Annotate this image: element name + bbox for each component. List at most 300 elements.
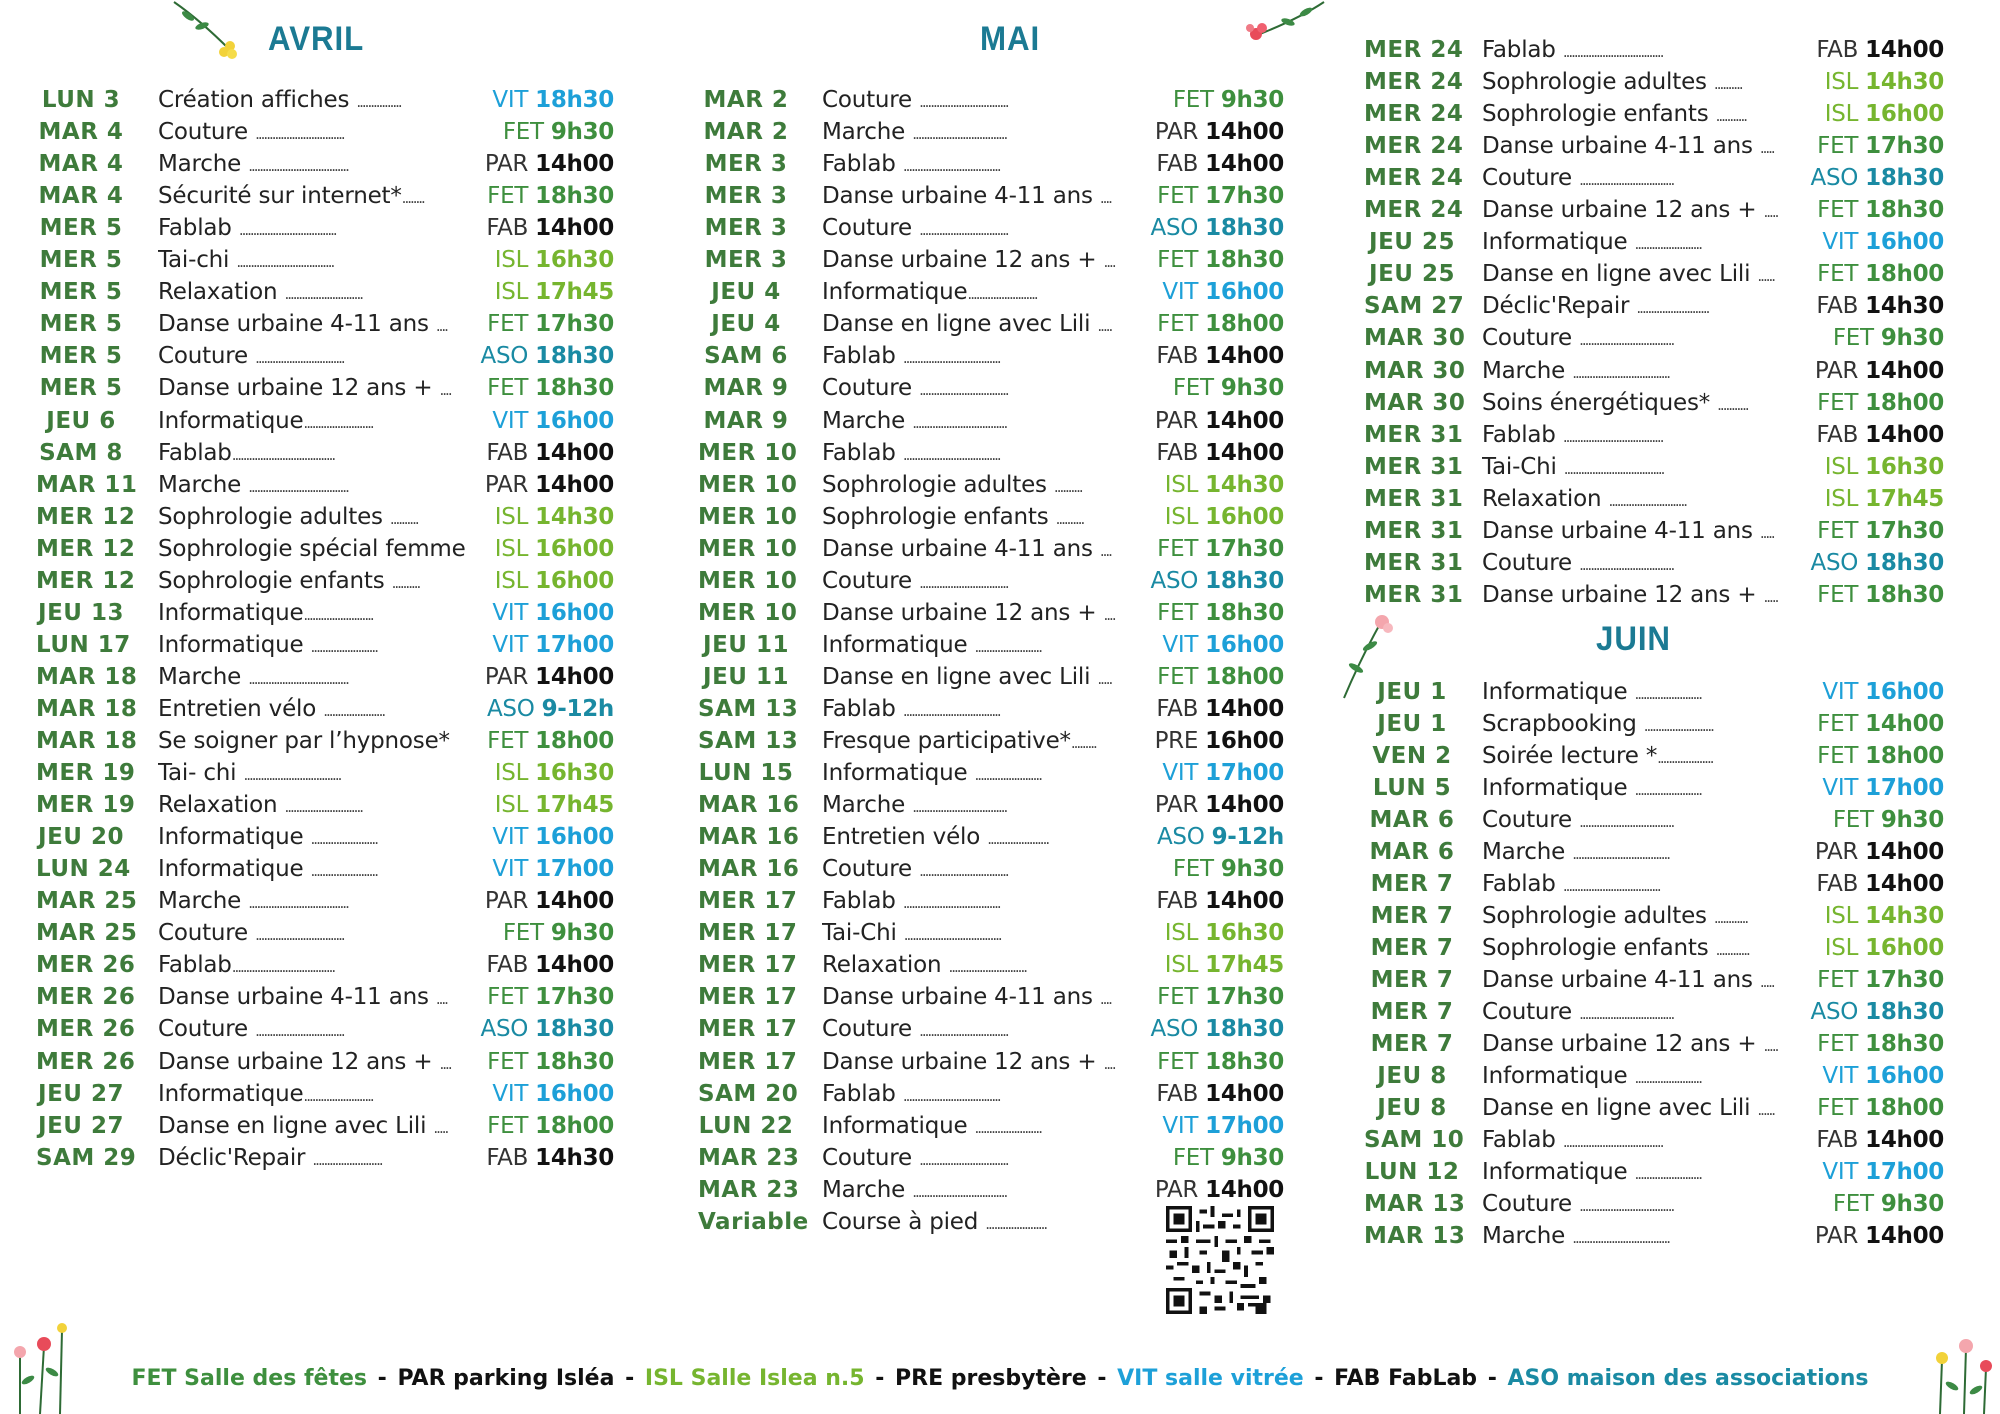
event-activity bbox=[822, 180, 1156, 214]
activity-name: Sécurité sur internet* bbox=[158, 183, 402, 210]
event-date: MER 5 bbox=[39, 279, 123, 306]
schedule-row bbox=[698, 1078, 1284, 1110]
event-location-time bbox=[487, 725, 614, 757]
event-date: MER 10 bbox=[698, 535, 798, 562]
schedule-row bbox=[1364, 836, 1944, 868]
leader-dots: ..... bbox=[1097, 317, 1112, 336]
leader-dots: ................................... bbox=[236, 253, 334, 272]
venue-code: ISL bbox=[1824, 69, 1866, 96]
venue-code: FET bbox=[1817, 1095, 1866, 1121]
schedule-row bbox=[698, 501, 1284, 533]
event-date: MAR 23 bbox=[698, 1176, 800, 1203]
schedule-row bbox=[1364, 1092, 1944, 1124]
event-location-time bbox=[486, 212, 614, 244]
venue-code: FET bbox=[1172, 856, 1221, 883]
event-date: JEU 27 bbox=[38, 1080, 124, 1107]
event-activity bbox=[822, 565, 1156, 599]
leader-dots: .... bbox=[439, 1054, 451, 1073]
event-location-time bbox=[1816, 34, 1944, 66]
event-activity bbox=[822, 725, 1156, 759]
event-time: 9h30 bbox=[1880, 1191, 1944, 1217]
activity-name: Couture bbox=[822, 567, 920, 594]
event-location-time bbox=[1825, 900, 1944, 932]
activity-name: Fablab bbox=[1482, 421, 1563, 448]
event-date: MAR 30 bbox=[1364, 389, 1466, 416]
event-time: 17h30 bbox=[1205, 535, 1284, 562]
event-time: 18h00 bbox=[1865, 1095, 1944, 1121]
event-time: 14h30 bbox=[1865, 69, 1944, 96]
event-date: MER 24 bbox=[1364, 101, 1464, 128]
event-activity bbox=[822, 1206, 1156, 1240]
event-date: MER 17 bbox=[698, 952, 798, 979]
event-time: 17h45 bbox=[1205, 952, 1284, 979]
event-activity bbox=[1482, 1060, 1816, 1094]
activity-name: Danse urbaine 12 ans + bbox=[1482, 1031, 1764, 1057]
event-time: 18h00 bbox=[535, 728, 614, 754]
event-activity bbox=[158, 84, 482, 118]
event-activity bbox=[158, 1013, 482, 1047]
schedule-row bbox=[1364, 996, 1944, 1028]
event-date: JEU 25 bbox=[1369, 261, 1455, 288]
event-date: JEU 13 bbox=[38, 599, 124, 626]
schedule-row bbox=[1364, 740, 1944, 772]
event-location-time bbox=[495, 501, 614, 533]
venue-code: FET bbox=[1817, 133, 1866, 160]
activity-name: Informatique bbox=[1482, 775, 1635, 801]
venue-code: VIT bbox=[492, 87, 536, 113]
event-location-time bbox=[1151, 212, 1284, 244]
event-location-time bbox=[492, 1078, 614, 1110]
venue-code: FAB bbox=[1816, 293, 1866, 320]
event-date: MAR 4 bbox=[38, 151, 124, 178]
venue-code: ISL bbox=[494, 503, 536, 530]
leader-dots: .... bbox=[1099, 541, 1111, 560]
leader-dots: ..... bbox=[1759, 973, 1774, 991]
event-time: 14h30 bbox=[535, 503, 614, 530]
legend-item-isl: ISL Salle Islea n.5 bbox=[644, 1366, 865, 1391]
event-date: MER 12 bbox=[36, 535, 136, 562]
venue-code: ASO bbox=[1810, 999, 1866, 1025]
schedule-row bbox=[36, 565, 614, 597]
event-activity bbox=[1482, 226, 1816, 260]
leader-dots: .................................... bbox=[1563, 459, 1664, 478]
event-time: 14h00 bbox=[1205, 792, 1284, 819]
schedule-row bbox=[36, 276, 614, 308]
activity-name: Informatique bbox=[158, 824, 311, 851]
event-location-time bbox=[1165, 917, 1284, 949]
event-date: MAR 2 bbox=[703, 87, 789, 113]
event-activity bbox=[822, 372, 1156, 406]
leader-dots: .... bbox=[435, 990, 447, 1009]
schedule-row bbox=[1364, 579, 1944, 611]
activity-name: Couture bbox=[1482, 807, 1580, 833]
schedule-row bbox=[36, 437, 614, 469]
event-location-time bbox=[1822, 226, 1944, 258]
event-date: JEU 8 bbox=[1377, 1063, 1447, 1089]
schedule-row bbox=[1364, 162, 1944, 194]
leader-dots: .................................. bbox=[912, 413, 1007, 432]
event-time: 16h00 bbox=[1865, 1063, 1944, 1089]
schedule-row bbox=[36, 148, 614, 180]
leader-dots: .................................... bbox=[1562, 1133, 1663, 1151]
schedule-row bbox=[36, 1078, 614, 1110]
event-time: 18h30 bbox=[1205, 1048, 1284, 1075]
event-location-time bbox=[1155, 405, 1284, 437]
venue-code: PAR bbox=[484, 663, 536, 690]
schedule-row bbox=[1364, 355, 1944, 387]
event-activity bbox=[822, 1013, 1156, 1047]
event-location-time bbox=[1817, 1028, 1944, 1060]
venue-code: FET bbox=[1157, 984, 1206, 1011]
legend-separator: - bbox=[1306, 1366, 1332, 1391]
schedule-row bbox=[698, 757, 1284, 789]
event-time: 18h30 bbox=[1865, 1031, 1944, 1057]
event-location-time bbox=[1817, 740, 1944, 772]
schedule-row bbox=[1364, 98, 1944, 130]
leader-dots: ...... bbox=[1757, 1101, 1775, 1119]
activity-name: Informatique bbox=[822, 1112, 975, 1139]
event-time: 14h00 bbox=[1205, 1176, 1284, 1203]
schedule-row bbox=[698, 244, 1284, 276]
event-activity bbox=[822, 1078, 1156, 1112]
venue-code: FET bbox=[502, 119, 551, 146]
event-time: 14h00 bbox=[1865, 37, 1944, 63]
venue-code: FAB bbox=[1156, 151, 1206, 178]
event-activity bbox=[822, 340, 1156, 374]
activity-name: Tai- chi bbox=[158, 760, 244, 787]
event-time: 17h45 bbox=[535, 279, 614, 306]
event-activity bbox=[158, 565, 482, 599]
event-date: LUN 3 bbox=[41, 87, 121, 113]
event-date: MER 10 bbox=[698, 439, 798, 466]
activity-name: Marche bbox=[158, 471, 249, 498]
schedule-row bbox=[1364, 451, 1944, 483]
event-time: 14h00 bbox=[535, 663, 614, 690]
event-time: 18h30 bbox=[535, 183, 614, 210]
event-date: MER 24 bbox=[1364, 133, 1464, 160]
venue-code: VIT bbox=[492, 856, 536, 883]
qr-code[interactable] bbox=[1166, 1206, 1274, 1314]
event-time: 14h00 bbox=[535, 151, 614, 178]
event-date: LUN 15 bbox=[698, 760, 794, 787]
leader-dots: ..... bbox=[433, 1118, 448, 1137]
event-location-time bbox=[1157, 244, 1284, 276]
venue-code: PAR bbox=[484, 471, 536, 498]
event-time: 17h30 bbox=[1205, 984, 1284, 1011]
schedule-row bbox=[1364, 194, 1944, 226]
venue-code: FAB bbox=[1816, 37, 1866, 63]
schedule-row bbox=[698, 308, 1284, 340]
activity-name: Informatique bbox=[158, 407, 304, 434]
venue-code: FET bbox=[1172, 87, 1221, 113]
schedule-row bbox=[1364, 322, 1944, 354]
leader-dots: .......... bbox=[1713, 75, 1742, 94]
event-location-time bbox=[503, 917, 614, 949]
schedule-row bbox=[36, 501, 614, 533]
event-activity bbox=[1482, 355, 1816, 389]
activity-name: Déclic'Repair bbox=[1482, 293, 1637, 320]
event-activity bbox=[158, 308, 482, 342]
event-time: 9-12h bbox=[1211, 824, 1284, 851]
event-activity bbox=[158, 661, 482, 695]
venue-code: FET bbox=[1817, 261, 1866, 288]
event-date: MER 3 bbox=[704, 183, 788, 210]
event-date: JEU 4 bbox=[711, 311, 781, 338]
event-location-time bbox=[1162, 1110, 1284, 1142]
schedule-row bbox=[698, 661, 1284, 693]
leader-dots: ........................ bbox=[1634, 685, 1701, 703]
event-date: JEU 4 bbox=[711, 279, 781, 306]
venue-code: FAB bbox=[1156, 695, 1206, 722]
event-date: LUN 22 bbox=[698, 1112, 794, 1139]
event-date: MER 10 bbox=[698, 567, 798, 594]
leader-dots: .................................... bbox=[248, 477, 348, 496]
venue-code: FET bbox=[1817, 967, 1866, 993]
event-time: 17h30 bbox=[1205, 183, 1284, 210]
event-date: MAR 9 bbox=[703, 407, 789, 434]
event-activity bbox=[1482, 868, 1816, 902]
schedule-row bbox=[1364, 868, 1944, 900]
event-time: 16h00 bbox=[1205, 631, 1284, 658]
event-location-time bbox=[1811, 996, 1944, 1028]
event-activity bbox=[822, 1174, 1156, 1208]
schedule-row bbox=[698, 276, 1284, 308]
venue-code: ISL bbox=[494, 792, 536, 819]
activity-name: Informatique bbox=[158, 631, 311, 658]
venue-code: VIT bbox=[492, 631, 536, 658]
legend-separator: - bbox=[1480, 1366, 1505, 1391]
activity-name: Informatique bbox=[1482, 679, 1635, 705]
schedule-row bbox=[36, 340, 614, 372]
event-time: 17h30 bbox=[535, 311, 614, 338]
leader-dots: ...................... bbox=[323, 701, 385, 720]
event-date: MAR 18 bbox=[36, 728, 138, 754]
leader-dots: .................................. bbox=[1579, 555, 1674, 574]
event-date: SAM 8 bbox=[39, 439, 123, 466]
event-date: MAR 4 bbox=[38, 183, 124, 210]
event-time: 14h00 bbox=[1205, 343, 1284, 370]
leader-dots: .......................... bbox=[1636, 299, 1709, 318]
event-activity bbox=[158, 725, 482, 757]
activity-name: Sophrologie enfants bbox=[158, 567, 392, 594]
leader-dots: ................................ bbox=[919, 221, 1008, 240]
event-location-time bbox=[1815, 836, 1944, 868]
leader-dots: .... bbox=[1103, 253, 1115, 272]
venue-code: ASO bbox=[1157, 824, 1212, 851]
activity-name: Scrapbooking bbox=[1482, 711, 1644, 737]
event-activity bbox=[1482, 932, 1816, 966]
event-activity bbox=[158, 116, 482, 150]
leader-dots: ................................... bbox=[902, 1086, 1000, 1105]
schedule-row bbox=[1364, 772, 1944, 804]
event-time: 17h00 bbox=[1205, 1112, 1284, 1139]
leader-dots: ......................... bbox=[303, 605, 373, 624]
venue-code: VIT bbox=[1162, 279, 1206, 306]
venue-code: VIT bbox=[1822, 1063, 1866, 1089]
venue-code: VIT bbox=[1162, 760, 1206, 787]
event-date: MER 31 bbox=[1364, 421, 1464, 448]
event-location-time bbox=[485, 469, 614, 501]
event-activity bbox=[1482, 996, 1816, 1030]
schedule-row bbox=[698, 853, 1284, 885]
leader-dots: .................................. bbox=[912, 798, 1007, 817]
event-time: 18h30 bbox=[1205, 567, 1284, 594]
schedule-row bbox=[698, 981, 1284, 1013]
schedule-row bbox=[698, 405, 1284, 437]
activity-name: Sophrologie adultes bbox=[158, 503, 390, 530]
venue-code: VIT bbox=[1822, 679, 1866, 705]
event-time: 18h30 bbox=[1865, 549, 1944, 576]
leader-dots: ...................... bbox=[987, 830, 1049, 849]
event-location-time bbox=[1155, 789, 1284, 821]
event-time: 18h00 bbox=[1865, 389, 1944, 416]
schedule-row bbox=[1364, 515, 1944, 547]
activity-name: Danse urbaine 4-11 ans bbox=[158, 311, 436, 338]
event-location-time bbox=[1162, 629, 1284, 661]
event-time: 14h30 bbox=[1865, 903, 1944, 929]
schedule-row bbox=[36, 244, 614, 276]
venue-code: ISL bbox=[1824, 903, 1866, 929]
event-location-time bbox=[1815, 1220, 1944, 1252]
event-time: 17h00 bbox=[1205, 760, 1284, 787]
event-activity bbox=[822, 437, 1156, 471]
event-location-time bbox=[1833, 804, 1944, 836]
event-location-time bbox=[1157, 180, 1284, 212]
event-time: 16h30 bbox=[535, 760, 614, 787]
event-activity bbox=[1482, 676, 1816, 710]
event-location-time bbox=[487, 981, 614, 1013]
venue-code: PAR bbox=[1154, 407, 1206, 434]
venue-code: FET bbox=[1832, 325, 1881, 352]
event-location-time bbox=[486, 437, 614, 469]
event-activity bbox=[158, 757, 482, 791]
event-date: SAM 20 bbox=[698, 1080, 799, 1107]
schedule-row bbox=[36, 405, 614, 437]
venue-code: FET bbox=[1817, 517, 1866, 544]
schedule-row bbox=[36, 661, 614, 693]
leader-dots: .... bbox=[435, 317, 447, 336]
event-activity bbox=[822, 148, 1156, 182]
leader-dots: .................................... bbox=[248, 894, 348, 913]
event-time: 9h30 bbox=[1220, 856, 1284, 883]
event-date: MER 5 bbox=[39, 375, 123, 402]
activity-name: Marche bbox=[822, 1176, 913, 1203]
event-date: MER 31 bbox=[1364, 549, 1464, 576]
leader-dots: ........................ bbox=[1634, 1165, 1701, 1183]
leader-dots: ................................ bbox=[255, 349, 344, 368]
schedule-row bbox=[36, 853, 614, 885]
venue-code: VIT bbox=[492, 407, 536, 434]
venue-code: FAB bbox=[1156, 343, 1206, 370]
activity-name: Informatique bbox=[1482, 1063, 1635, 1089]
leader-dots: ................................ bbox=[919, 573, 1008, 592]
event-time: 18h30 bbox=[1865, 581, 1944, 608]
event-activity bbox=[158, 276, 482, 310]
event-date: VEN 2 bbox=[1372, 743, 1452, 769]
event-time: 14h00 bbox=[1865, 871, 1944, 897]
leader-dots: .................................... bbox=[248, 157, 348, 176]
event-date: LUN 24 bbox=[36, 856, 131, 883]
venue-code: PAR bbox=[1814, 839, 1866, 865]
event-time: 18h30 bbox=[1205, 1016, 1284, 1043]
activity-name: Couture bbox=[822, 1016, 920, 1043]
event-time: 17h30 bbox=[1865, 517, 1944, 544]
event-activity bbox=[1482, 34, 1816, 68]
event-location-time bbox=[1817, 1092, 1944, 1124]
event-date: JEU 1 bbox=[1377, 711, 1447, 737]
venue-code: PAR bbox=[1814, 1223, 1866, 1249]
event-time: 18h30 bbox=[1865, 999, 1944, 1025]
event-location-time bbox=[1165, 949, 1284, 981]
event-activity bbox=[158, 501, 482, 535]
event-time: 17h00 bbox=[1865, 775, 1944, 801]
event-time: 14h00 bbox=[535, 952, 614, 979]
event-date: MER 24 bbox=[1364, 69, 1464, 96]
event-location-time bbox=[1822, 772, 1944, 804]
schedule-row bbox=[1364, 964, 1944, 996]
event-location-time bbox=[1822, 676, 1944, 708]
event-time: 9h30 bbox=[550, 119, 614, 146]
venue-code: ISL bbox=[1164, 471, 1206, 498]
schedule-row bbox=[1364, 419, 1944, 451]
schedule-row bbox=[698, 1046, 1284, 1078]
event-time: 18h00 bbox=[1205, 663, 1284, 690]
venue-code: ISL bbox=[494, 535, 536, 562]
event-activity bbox=[158, 372, 482, 406]
leader-dots: ..... bbox=[1097, 669, 1112, 688]
event-location-time bbox=[1817, 964, 1944, 996]
event-date: MER 17 bbox=[698, 920, 798, 947]
leader-dots: .................... bbox=[1657, 749, 1713, 767]
event-date: SAM 29 bbox=[36, 1144, 137, 1171]
event-activity bbox=[1482, 547, 1816, 581]
activity-name: Couture bbox=[822, 1144, 920, 1171]
event-activity bbox=[158, 885, 482, 919]
activity-name: Danse urbaine 4-11 ans bbox=[822, 984, 1100, 1011]
activity-name: Danse urbaine 4-11 ans bbox=[822, 183, 1100, 210]
leader-dots: .................................. bbox=[1579, 171, 1674, 190]
event-date: MER 7 bbox=[1370, 1031, 1454, 1057]
leader-dots: .... bbox=[1099, 189, 1111, 208]
event-location-time bbox=[1825, 66, 1944, 98]
venue-legend bbox=[0, 1366, 2000, 1391]
venue-code: ASO bbox=[487, 695, 542, 722]
event-time: 18h30 bbox=[535, 1048, 614, 1075]
event-location-time bbox=[481, 340, 614, 372]
schedule-row bbox=[698, 340, 1284, 372]
event-date: MAR 13 bbox=[1364, 1223, 1466, 1249]
venue-code: ASO bbox=[1150, 1016, 1206, 1043]
schedule-row bbox=[698, 629, 1284, 661]
event-time: 14h00 bbox=[535, 215, 614, 242]
event-time: 17h00 bbox=[1865, 1159, 1944, 1185]
leader-dots: ..... bbox=[1763, 203, 1778, 222]
leader-dots: ................................... bbox=[243, 766, 341, 785]
event-date: MER 31 bbox=[1364, 517, 1464, 544]
event-date: MAR 16 bbox=[698, 792, 800, 819]
venue-code: FET bbox=[1817, 743, 1866, 769]
leader-dots: ..... bbox=[1763, 1037, 1778, 1055]
event-activity bbox=[1482, 1092, 1816, 1126]
leader-dots: ................................... bbox=[902, 445, 1000, 464]
activity-name: Marche bbox=[158, 888, 249, 915]
event-date: MER 26 bbox=[36, 952, 136, 979]
leader-dots: .......... bbox=[1055, 509, 1084, 528]
event-activity bbox=[158, 981, 482, 1015]
event-location-time bbox=[1157, 533, 1284, 565]
event-date: MER 19 bbox=[36, 760, 136, 787]
event-location-time bbox=[1173, 372, 1284, 404]
